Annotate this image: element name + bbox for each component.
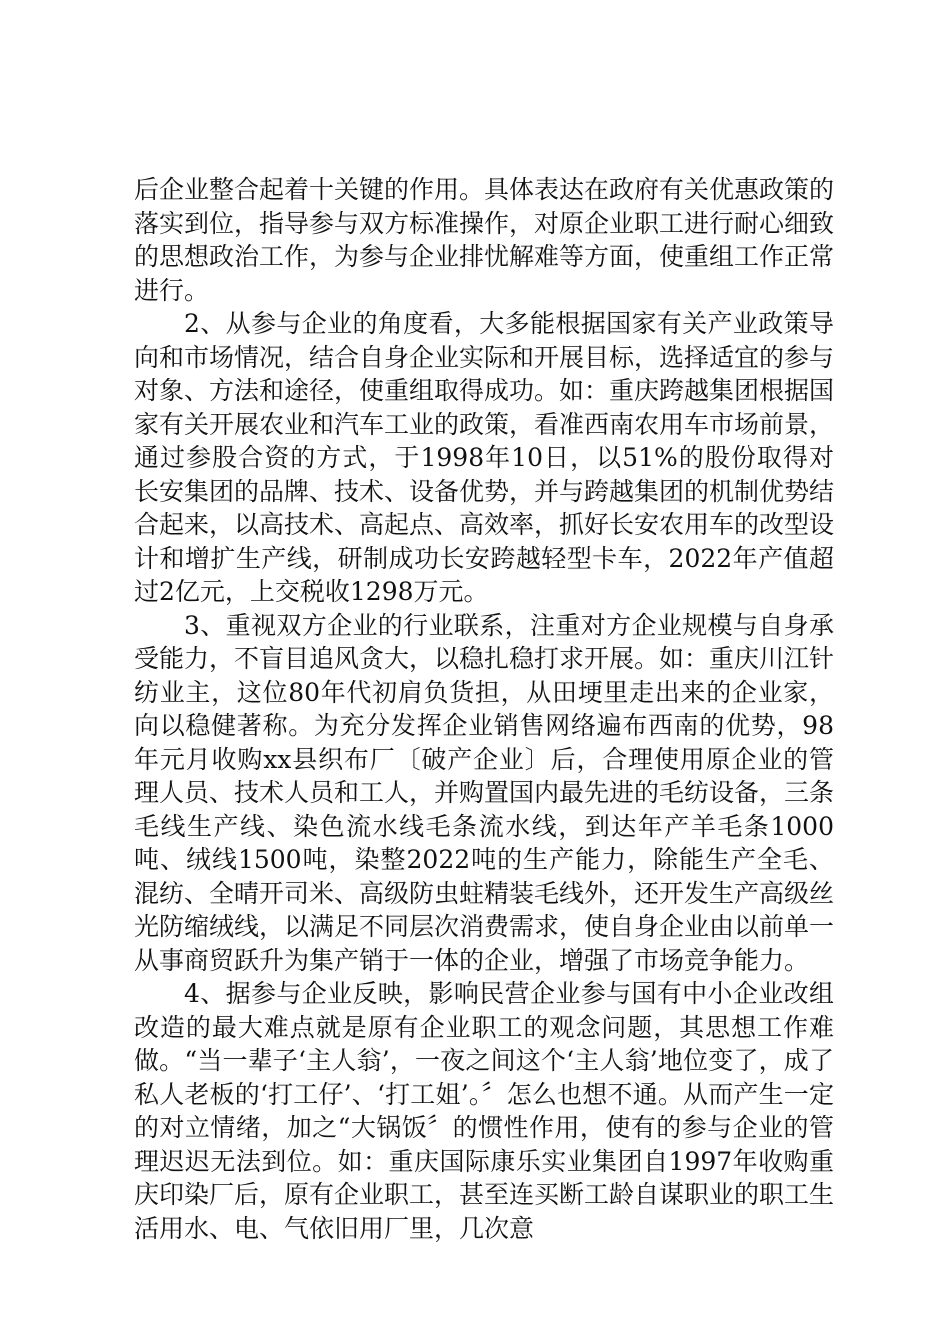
paragraph-item-4: 4、据参与企业反映，影响民营企业参与国有中小企业改组改造的最大难点就是原有企业职工的观念问题，其思想工作难做。“当一辈子‘主人翁’，一夜之间这个‘主人翁’地位变了，成了私人老板的‘打工仔’、‘打工姐’。〞怎么也想不通。从而产生一定的对立情绪，加之“大锅饭〞的惯性作用，使有的参与企业的管理迟迟无法到位。如：重庆国际康乐实业集团自1997年收购重庆印染厂后，原有企业职工，甚至连买断工龄自谋职业的职工生活用水、电、气依旧用厂里，几次意 — [134, 979, 835, 1243]
paragraph-item-3: 3、重视双方企业的行业联系，注重对方企业规模与自身承受能力，不盲目追风贪大，以稳扎稳打求开展。如：重庆川江针纺业主，这位80年代初肩负货担，从田埂里走出来的企业家，向以稳健著称。为充分发挥企业销售网络遍布西南的优势，98年元月收购xx县织布厂〔破产企业〕后，合理使用原企业的管理人员、技术人员和工人，并购置国内最先进的毛纺设备，三条毛线生产线、染色流水线毛条流水线，到达年产羊毛条1000吨、绒线1500吨，染整2022吨的生产能力，除能生产全毛、混纺、全晴开司米、高级防虫蛀精装毛线外，还开发生产高级丝光防缩绒线，以满足不同层次消费需求，使自身企业由以前单一从事商贸跃升为集产销于一体的企业，增强了市场竞争能力。 — [134, 610, 835, 975]
paragraph-continued: 后企业整合起着十关键的作用。具体表达在政府有关优惠政策的落实到位，指导参与双方标准操作，对原企业职工进行耐心细致的思想政治工作，为参与企业排忧解难等方面，使重组工作正常进行。 — [134, 175, 835, 305]
paragraph-item-2: 2、从参与企业的角度看，大多能根据国家有关产业政策导向和市场情况，结合自身企业实际和开展目标，选择适宜的参与对象、方法和途径，使重组取得成功。如：重庆跨越集团根据国家有关开展农业和汽车工业的政策，看准西南农用车市场前景，通过参股合资的方式，于1998年10日，以51%的股份取得对长安集团的品牌、技术、设备优势，并与跨越集团的机制优势结合起来，以高技术、高起点、高效率，抓好长安农用车的改型设计和增扩生产线，研制成功长安跨越轻型卡车，2022年产值超过2亿元，上交税收1298万元。 — [134, 309, 835, 606]
document-body — [134, 173, 834, 1245]
